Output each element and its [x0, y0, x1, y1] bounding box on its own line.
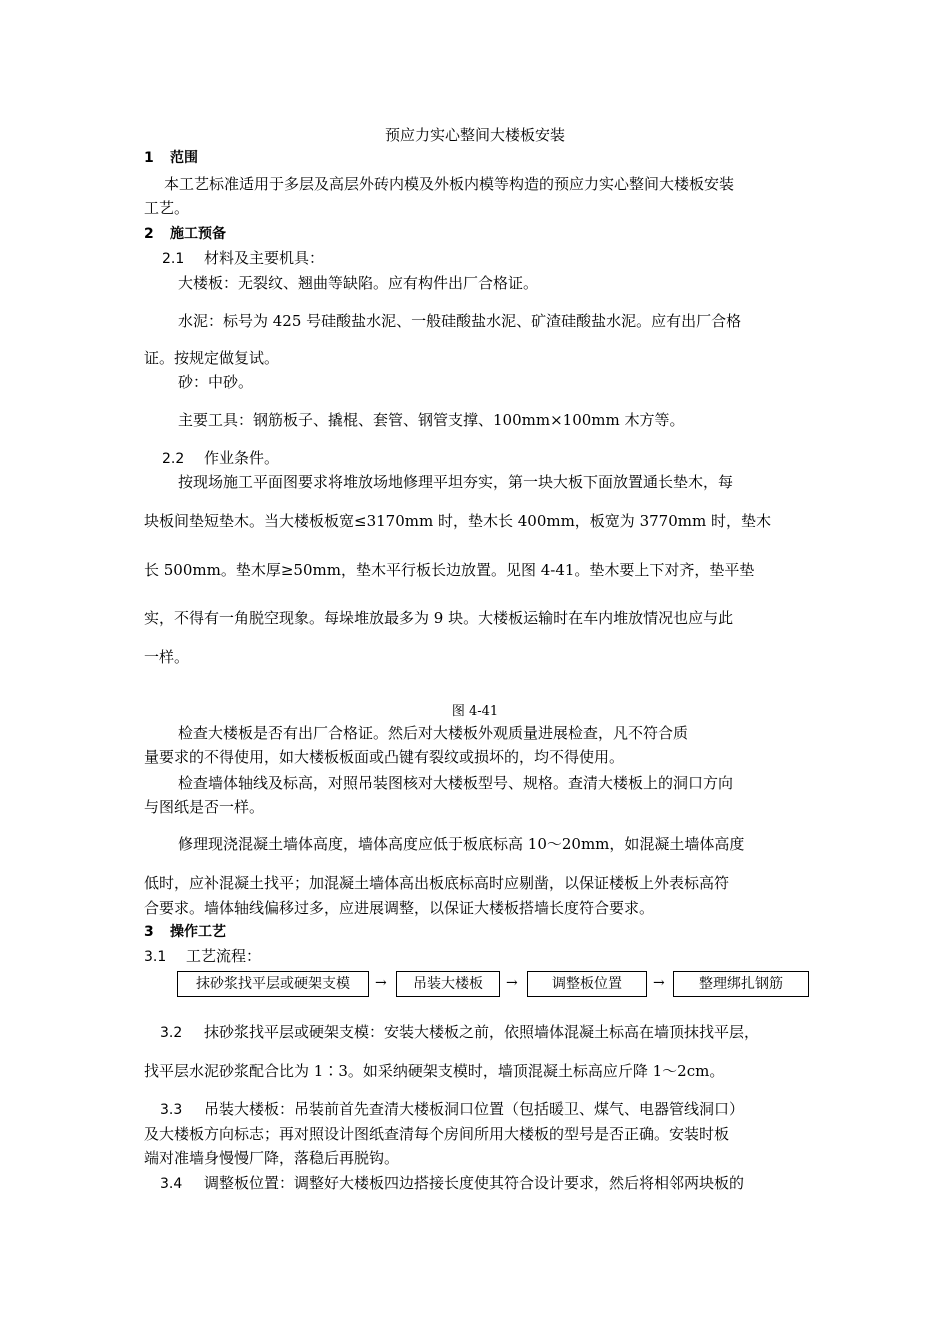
step-3-3-line-2: 及大楼板方向标志；再对照设计图纸查清每个房间所用大楼板的型号是否正确。安装时板	[144, 1125, 730, 1143]
section-title: 操作工艺	[170, 924, 226, 940]
step-3-2-line-1	[160, 1022, 759, 1043]
flow-step-4: 整理绑扎钢筋	[673, 971, 809, 997]
check-wall-line-1: 检查墙体轴线及标高，对照吊装图核对大楼板型号、规格。查清大楼板上的洞口方向	[178, 774, 734, 792]
section-title: 施工预备	[170, 226, 226, 242]
section-1-heading	[144, 148, 198, 168]
section-number: 1	[144, 150, 154, 166]
section-number: 3	[144, 924, 154, 940]
section-title: 范围	[170, 150, 198, 166]
subsection-text: 材料及主要机具：	[204, 249, 325, 267]
subsection-2-1	[162, 248, 324, 269]
material-tools: 主要工具：钢筋板子、撬棍、套管、钢管支撑、100mm×100mm 木方等。	[178, 411, 685, 429]
flow-step-2: 吊装大楼板	[396, 971, 500, 997]
section-number: 2	[144, 226, 154, 242]
subsection-3-1	[144, 946, 261, 967]
flow-step-3: 调整板位置	[527, 971, 647, 997]
step-3-3-line-1	[160, 1099, 744, 1120]
step-3-2-line-2: 找平层水泥砂浆配合比为 1∶3。如采纳硬架支模时，墙顶混凝土标高应斤降 1～2cm。	[144, 1062, 725, 1080]
check-wall-line-2: 与图纸是否一样。	[144, 798, 265, 816]
check-slab-line-2: 量要求的不得使用，如大楼板板面或凸键有裂纹或损坏的，均不得使用。	[144, 748, 625, 766]
conditions-line-4: 实，不得有一角脱空现象。每垛堆放最多为 9 块。大楼板运输时在车内堆放情况也应与此	[144, 609, 734, 627]
step-3-4-line-1	[160, 1173, 744, 1194]
scope-paragraph-line-1: 本工艺标准适用于多层及高层外砖内模及外板内模等构造的预应力实心整间大楼板安装	[164, 175, 735, 193]
subsection-text: 作业条件。	[204, 449, 280, 467]
subsection-number: 2.2	[162, 451, 185, 467]
subsection-text: 工艺流程：	[186, 947, 262, 965]
repair-wall-line-2: 低时，应补混凝土找平；加混凝土墙体高出板底标高时应剔凿，以保证楼板上外表标高符	[144, 874, 730, 892]
step-text: 调整板位置：调整好大楼板四边搭接长度使其符合设计要求，然后将相邻两块板的	[204, 1174, 745, 1192]
material-floor-slab: 大楼板：无裂纹、翘曲等缺陷。应有构件出厂合格证。	[178, 274, 539, 292]
check-slab-line-1: 检查大楼板是否有出厂合格证。然后对大楼板外观质量进展检查，凡不符合质	[178, 724, 689, 742]
step-text: 抹砂浆找平层或硬架支模：安装大楼板之前，依照墙体混凝土标高在墙顶抹找平层，	[204, 1023, 760, 1041]
repair-wall-line-3: 合要求。墙体轴线偏移过多，应进展调整，以保证大楼板搭墙长度符合要求。	[144, 899, 655, 917]
section-2-heading	[144, 224, 226, 244]
flow-step-1: 抹砂浆找平层或硬架支模	[177, 971, 369, 997]
conditions-line-3: 长 500mm。垫木厚≥50mm，垫木平行板长边放置。见图 4-41。垫木要上下对齐，垫平垫	[144, 561, 755, 579]
flow-arrow-icon: →	[506, 975, 518, 991]
subsection-2-2	[162, 448, 279, 469]
flow-arrow-icon: →	[653, 975, 665, 991]
subsection-number: 3.4	[160, 1176, 183, 1192]
figure-caption: 图 4-41	[451, 704, 499, 719]
step-text: 吊装大楼板：吊装前首先查清大楼板洞口位置（包括暖卫、煤气、电器管线洞口）	[204, 1100, 745, 1118]
step-3-3-line-3: 端对准墙身慢慢厂降，落稳后再脱钩。	[144, 1149, 400, 1167]
scope-paragraph-line-2: 工艺。	[144, 199, 190, 217]
subsection-number: 3.1	[144, 949, 167, 965]
flow-arrow-icon: →	[375, 975, 387, 991]
subsection-number: 3.3	[160, 1102, 183, 1118]
conditions-line-5: 一样。	[144, 648, 190, 666]
material-cement-line-2: 证。按规定做复试。	[144, 349, 280, 367]
document-title: 预应力实心整间大楼板安装	[384, 126, 565, 144]
subsection-number: 3.2	[160, 1025, 183, 1041]
subsection-number: 2.1	[162, 251, 185, 267]
repair-wall-line-1: 修理现浇混凝土墙体高度，墙体高度应低于板底标高 10～20mm，如混凝土墙体高度	[178, 835, 745, 853]
section-3-heading	[144, 922, 226, 942]
material-cement-line-1: 水泥：标号为 425 号硅酸盐水泥、一般硅酸盐水泥、矿渣硅酸盐水泥。应有出厂合格	[178, 312, 742, 330]
conditions-line-1: 按现场施工平面图要求将堆放场地修理平坦夯实，第一块大板下面放置通长垫木，每	[178, 473, 734, 491]
conditions-line-2: 块板间垫短垫木。当大楼板板宽≤3170mm 时，垫木长 400mm，板宽为 3770mm 时，垫木	[144, 512, 771, 530]
material-sand: 砂：中砂。	[178, 373, 254, 391]
